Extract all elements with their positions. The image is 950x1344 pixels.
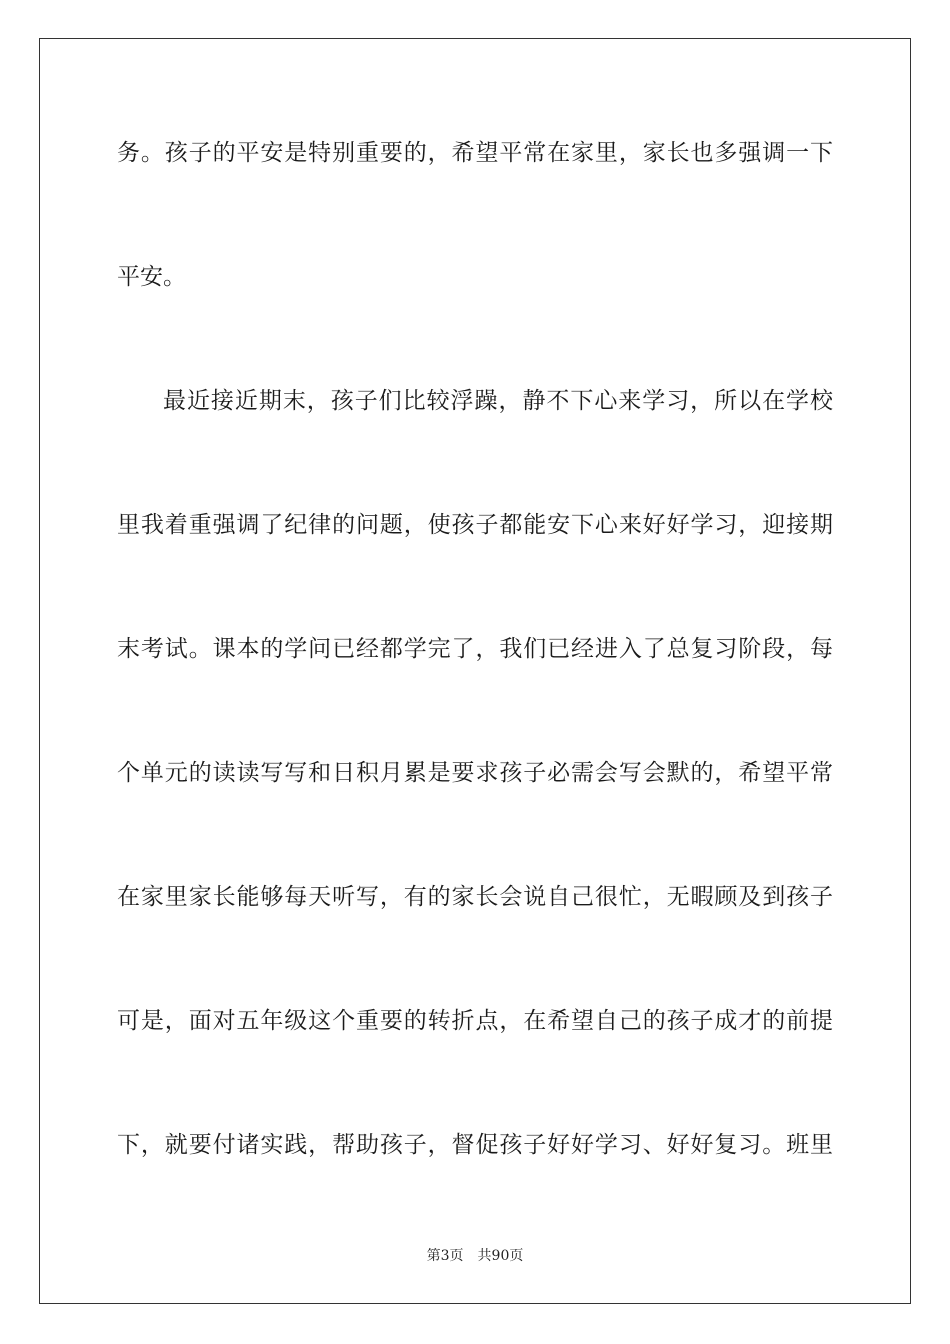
text-line-6: 个单元的读读写写和日积月累是要求孩子必需会写会默的，希望平常 xyxy=(117,760,833,786)
text-line-1: 务。孩子的平安是特别重要的，希望平常在家里，家长也多强调一下 xyxy=(117,140,833,166)
text-line-5: 末考试。课本的学问已经都学完了，我们已经进入了总复习阶段，每 xyxy=(117,636,833,662)
text-line-7: 在家里家长能够每天听写，有的家长会说自己很忙，无暇顾及到孩子 xyxy=(117,884,833,910)
page-footer xyxy=(0,1246,950,1266)
text-line-2: 平安。 xyxy=(117,264,186,290)
text-line-4: 里我着重强调了纪律的问题，使孩子都能安下心来好好学习，迎接期 xyxy=(117,512,833,538)
page-border xyxy=(39,38,911,1304)
text-line-9: 下，就要付诸实践，帮助孩子，督促孩子好好学习、好好复习。班里 xyxy=(117,1132,833,1158)
text-line-8: 可是，面对五年级这个重要的转折点，在希望自己的孩子成才的前提 xyxy=(117,1008,833,1034)
current-page-label: 第3页 xyxy=(426,1248,464,1264)
text-line-3: 最近接近期末，孩子们比较浮躁，静不下心来学习，所以在学校 xyxy=(163,388,833,414)
total-pages-label: 共90页 xyxy=(477,1248,524,1264)
